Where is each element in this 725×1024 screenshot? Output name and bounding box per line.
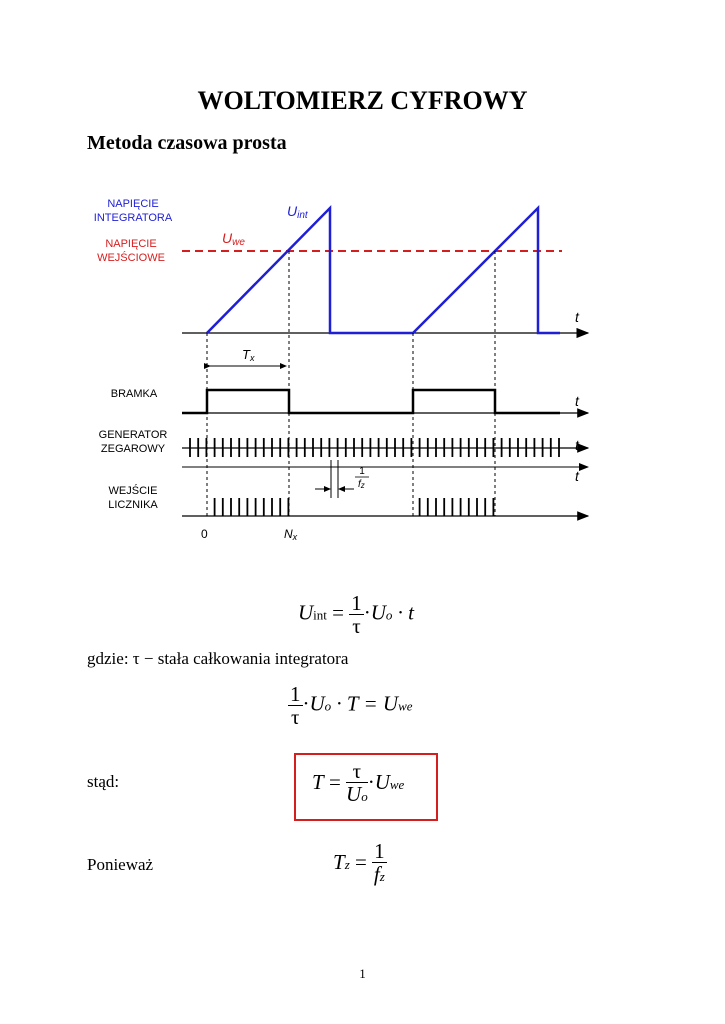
eq3-den: U [346, 782, 362, 806]
eq4-lhs: T [333, 849, 345, 874]
timing-diagram [0, 180, 725, 560]
eq1-u: U [370, 600, 386, 625]
t-label-2: t [575, 393, 579, 409]
page-number: 1 [359, 966, 366, 981]
counter-pulses [215, 498, 494, 516]
eq4-den: f [373, 862, 380, 886]
u-we-label: Uwe [222, 230, 245, 248]
t-label-3: t [575, 437, 579, 453]
eq3-lhs: T [312, 769, 324, 794]
eq3-den-wrap [346, 783, 368, 808]
eq4-num: 1 [374, 839, 385, 863]
eq1-u-sub: o [385, 607, 393, 623]
eq1-dot: · [363, 600, 371, 625]
equation-result [312, 760, 404, 808]
eq4-lhs-sub: z [344, 856, 350, 872]
eq2-den: τ [291, 705, 300, 729]
eq2-tail: · T = [336, 691, 383, 716]
eq1-den: τ [352, 614, 361, 638]
integrator-label-2: INTEGRATORA [93, 212, 173, 224]
eq4-den-wrap [372, 863, 387, 888]
eq3-fraction [346, 760, 368, 808]
equation-integrator [298, 592, 414, 637]
generator-label-2: ZEGAROWY [100, 443, 166, 455]
eq2-rhs-sub: we [398, 698, 413, 714]
eq2-fraction [288, 683, 303, 728]
t-label-1: t [575, 309, 579, 325]
input-label-1: NAPIĘCIE [105, 238, 157, 250]
u-int-label: Uint [287, 203, 308, 221]
gate-label: BRAMKA [110, 388, 158, 400]
nx-label: Nx [284, 527, 298, 542]
section-title: Metoda czasowa prosta [87, 132, 287, 154]
eq3-dot: · [367, 769, 375, 794]
zero-label: 0 [201, 527, 208, 541]
period-num: 1 [359, 466, 365, 477]
page-title: WOLTOMIERZ CYFROWY [197, 86, 528, 115]
period-den: fz [358, 479, 365, 490]
eq4-den-sub: z [379, 869, 385, 884]
eq4-fraction [372, 840, 387, 888]
tx-label: Tx [242, 347, 255, 363]
eq2-dot: · [302, 691, 310, 716]
eq1-lhs: U [298, 600, 314, 625]
eq1-lhs-sub: int [313, 607, 327, 623]
counter-label-1: WEJŚCIE [108, 485, 158, 497]
gate-signal [182, 390, 560, 413]
t-label-4: t [575, 468, 579, 484]
eq3-equals: = [328, 769, 341, 794]
eq3-rhs-sub: we [389, 776, 405, 792]
eq2-u-sub: o [324, 698, 332, 714]
eq1-equals: = [332, 600, 344, 625]
generator-label-1: GENERATOR [98, 429, 168, 441]
eq3-rhs: U [374, 769, 390, 794]
eq1-num: 1 [351, 591, 362, 615]
equation-balance [288, 683, 413, 728]
eq3-den-sub: o [361, 789, 368, 804]
eq4-equals: = [355, 849, 367, 874]
hence-text: stąd: [87, 772, 120, 791]
counter-label-2: LICZNIKA [108, 499, 158, 511]
eq2-u: U [309, 691, 325, 716]
eq1-tail: · t [397, 600, 415, 625]
eq2-num: 1 [290, 682, 301, 706]
because-text: Ponieważ [87, 855, 154, 874]
eq2-rhs: U [382, 691, 399, 716]
integrator-label-1: NAPIĘCIE [107, 198, 159, 210]
eq1-fraction [349, 592, 364, 637]
where-text: gdzie: τ − stała całkowania integratora [87, 649, 349, 668]
integrator-signal [207, 208, 560, 333]
equation-period [333, 840, 387, 888]
input-label-2: WEJŚCIOWE [97, 252, 165, 264]
eq3-num: τ [346, 760, 368, 783]
